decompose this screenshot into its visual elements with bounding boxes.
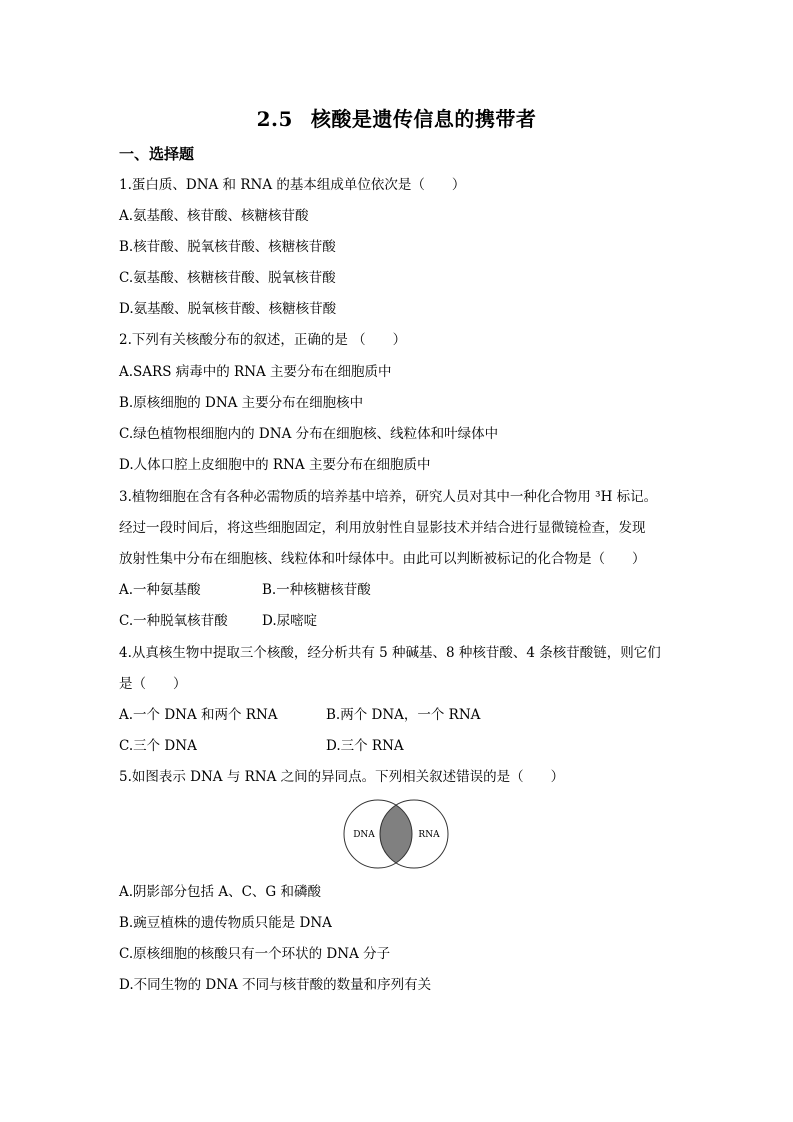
title-number: 2.5 — [256, 107, 293, 131]
q1-option-b: B.核苷酸、脱氧核苷酸、核糖核苷酸 — [119, 239, 336, 255]
q4-option-d: D.三个 RNA — [326, 738, 404, 754]
venn-label-dna: DNA — [353, 830, 375, 840]
q1-option-a: A.氨基酸、核苷酸、核糖核苷酸 — [119, 208, 309, 224]
q3-option-d: D.尿嘧啶 — [262, 613, 318, 629]
q4-option-b: B.两个 DNA，一个 RNA — [326, 707, 481, 723]
venn-diagram — [340, 798, 452, 870]
q4-stem-line-2: 是（ ） — [119, 676, 187, 692]
q3-stem-line-2: 经过一段时间后，将这些细胞固定，利用放射性自显影技术并结合进行显微镜检查，发现 — [119, 520, 646, 536]
q2-option-a: A.SARS 病毒中的 RNA 主要分布在细胞质中 — [119, 364, 392, 380]
q5-option-c: C.原核细胞的核酸只有一个环状的 DNA 分子 — [119, 946, 391, 962]
venn-label-rna: RNA — [418, 830, 440, 840]
q4-option-c: C.三个 DNA — [119, 738, 197, 754]
q5-option-d: D.不同生物的 DNA 不同与核苷酸的数量和序列有关 — [119, 977, 432, 993]
q2-option-c: C.绿色植物根细胞内的 DNA 分布在细胞核、线粒体和叶绿体中 — [119, 426, 499, 442]
q3-stem-line-3: 放射性集中分布在细胞核、线粒体和叶绿体中。由此可以判断被标记的化合物是（ ） — [119, 551, 646, 567]
q3-option-c: C.一种脱氧核苷酸 — [119, 613, 228, 629]
q2-option-d: D.人体口腔上皮细胞中的 RNA 主要分布在细胞质中 — [119, 457, 431, 473]
q3-stem-line-1: 3.植物细胞在含有各种必需物质的培养基中培养，研究人员对其中一种化合物用 ³H 标记。 — [119, 489, 658, 505]
q4-option-a: A.一个 DNA 和两个 RNA — [119, 707, 278, 723]
q5-stem: 5.如图表示 DNA 与 RNA 之间的异同点。下列相关叙述错误的是（ ） — [119, 769, 565, 785]
title-text: 核酸是遗传信息的携带者 — [310, 107, 537, 131]
q2-stem: 2.下列有关核酸分布的叙述，正确的是 （ ） — [119, 332, 407, 348]
q2-option-b: B.原核细胞的 DNA 主要分布在细胞核中 — [119, 395, 364, 411]
q5-option-b: B.豌豆植株的遗传物质只能是 DNA — [119, 915, 332, 931]
q4-stem-line-1: 4.从真核生物中提取三个核酸，经分析共有 5 种碱基、8 种核苷酸、4 条核苷酸链，则它们 — [119, 645, 661, 661]
q5-option-a: A.阴影部分包括 A、C、G 和磷酸 — [119, 884, 321, 900]
section-heading: 一、选择题 — [119, 145, 195, 163]
q1-option-d: D.氨基酸、脱氧核苷酸、核糖核苷酸 — [119, 301, 337, 317]
q1-stem: 1.蛋白质、DNA 和 RNA 的基本组成单位依次是（ ） — [119, 177, 466, 193]
q1-option-c: C.氨基酸、核糖核苷酸、脱氧核苷酸 — [119, 270, 336, 286]
page-title — [0, 103, 793, 132]
q3-option-b: B.一种核糖核苷酸 — [262, 582, 371, 598]
q3-option-a: A.一种氨基酸 — [119, 582, 201, 598]
